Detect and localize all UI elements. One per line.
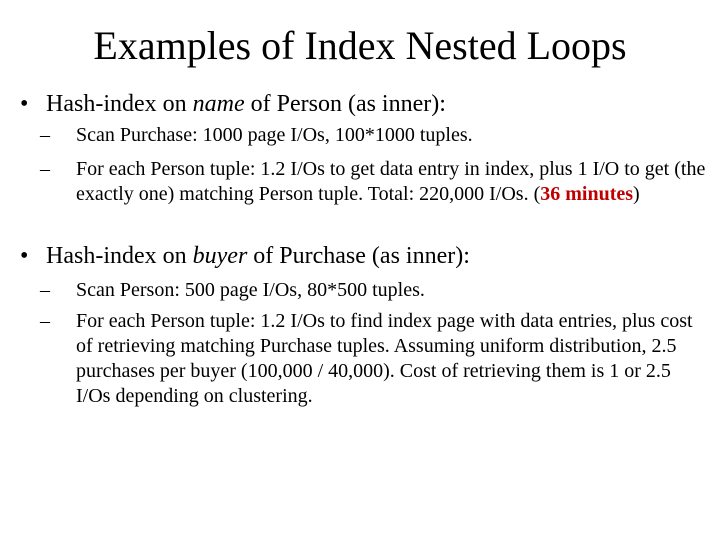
sub-bullet-marker: –	[40, 310, 50, 332]
sub-bullet-index-page-cost	[40, 309, 710, 409]
bullet-text	[46, 242, 710, 270]
sub-bullet-text: Scan Purchase: 1000 page I/Os, 100*1000 tuples.	[76, 124, 473, 146]
sub-bullet-marker: –	[40, 124, 50, 146]
bullet-marker: •	[20, 243, 29, 269]
bullet-text-emphasis: buyer	[192, 243, 248, 269]
sub-bullet-text: Scan Person: 500 page I/Os, 80*500 tuples.	[76, 279, 425, 301]
sub-bullet-text	[76, 157, 710, 207]
bullet-hash-index-buyer	[20, 242, 710, 270]
highlight-duration: 36 minutes	[540, 183, 634, 205]
sub-bullet-scan-person	[40, 278, 710, 303]
bullet-text-emphasis: name	[192, 91, 245, 117]
sub-bullet-marker: –	[40, 158, 50, 180]
bullet-text-pre: Hash-index on	[46, 243, 193, 269]
bullet-text-pre: Hash-index on	[46, 91, 193, 117]
sub-bullet-scan-purchase	[40, 123, 710, 148]
sub-bullet-person-tuple-cost	[40, 157, 710, 207]
bullet-hash-index-name	[20, 90, 710, 118]
bullet-text-post: of Person (as inner):	[244, 91, 446, 117]
sub-bullet-marker: –	[40, 279, 50, 301]
bullet-text	[46, 90, 710, 118]
bullet-marker: •	[20, 91, 29, 117]
bullet-text-post: of Purchase (as inner):	[247, 243, 470, 269]
sub-bullet-text: For each Person tuple: 1.2 I/Os to find index page with data entries, plus cost of retrieving matching Purchase tuples. Assuming uniform distribution, 2.5 purchases per buyer (100,000 / 40,000). Cost of retrieving them is 1 or 2.5 I/Os depending on clustering.	[76, 310, 693, 407]
sub-bullet-text-post: )	[633, 183, 640, 205]
slide-title: Examples of Index Nested Loops	[93, 23, 627, 68]
sub-bullet-text-pre: For each Person tuple: 1.2 I/Os to get data entry in index, plus 1 I/O to get (the exactly one) matching Person tuple. Total: 220,000 I/Os. (	[76, 158, 706, 205]
